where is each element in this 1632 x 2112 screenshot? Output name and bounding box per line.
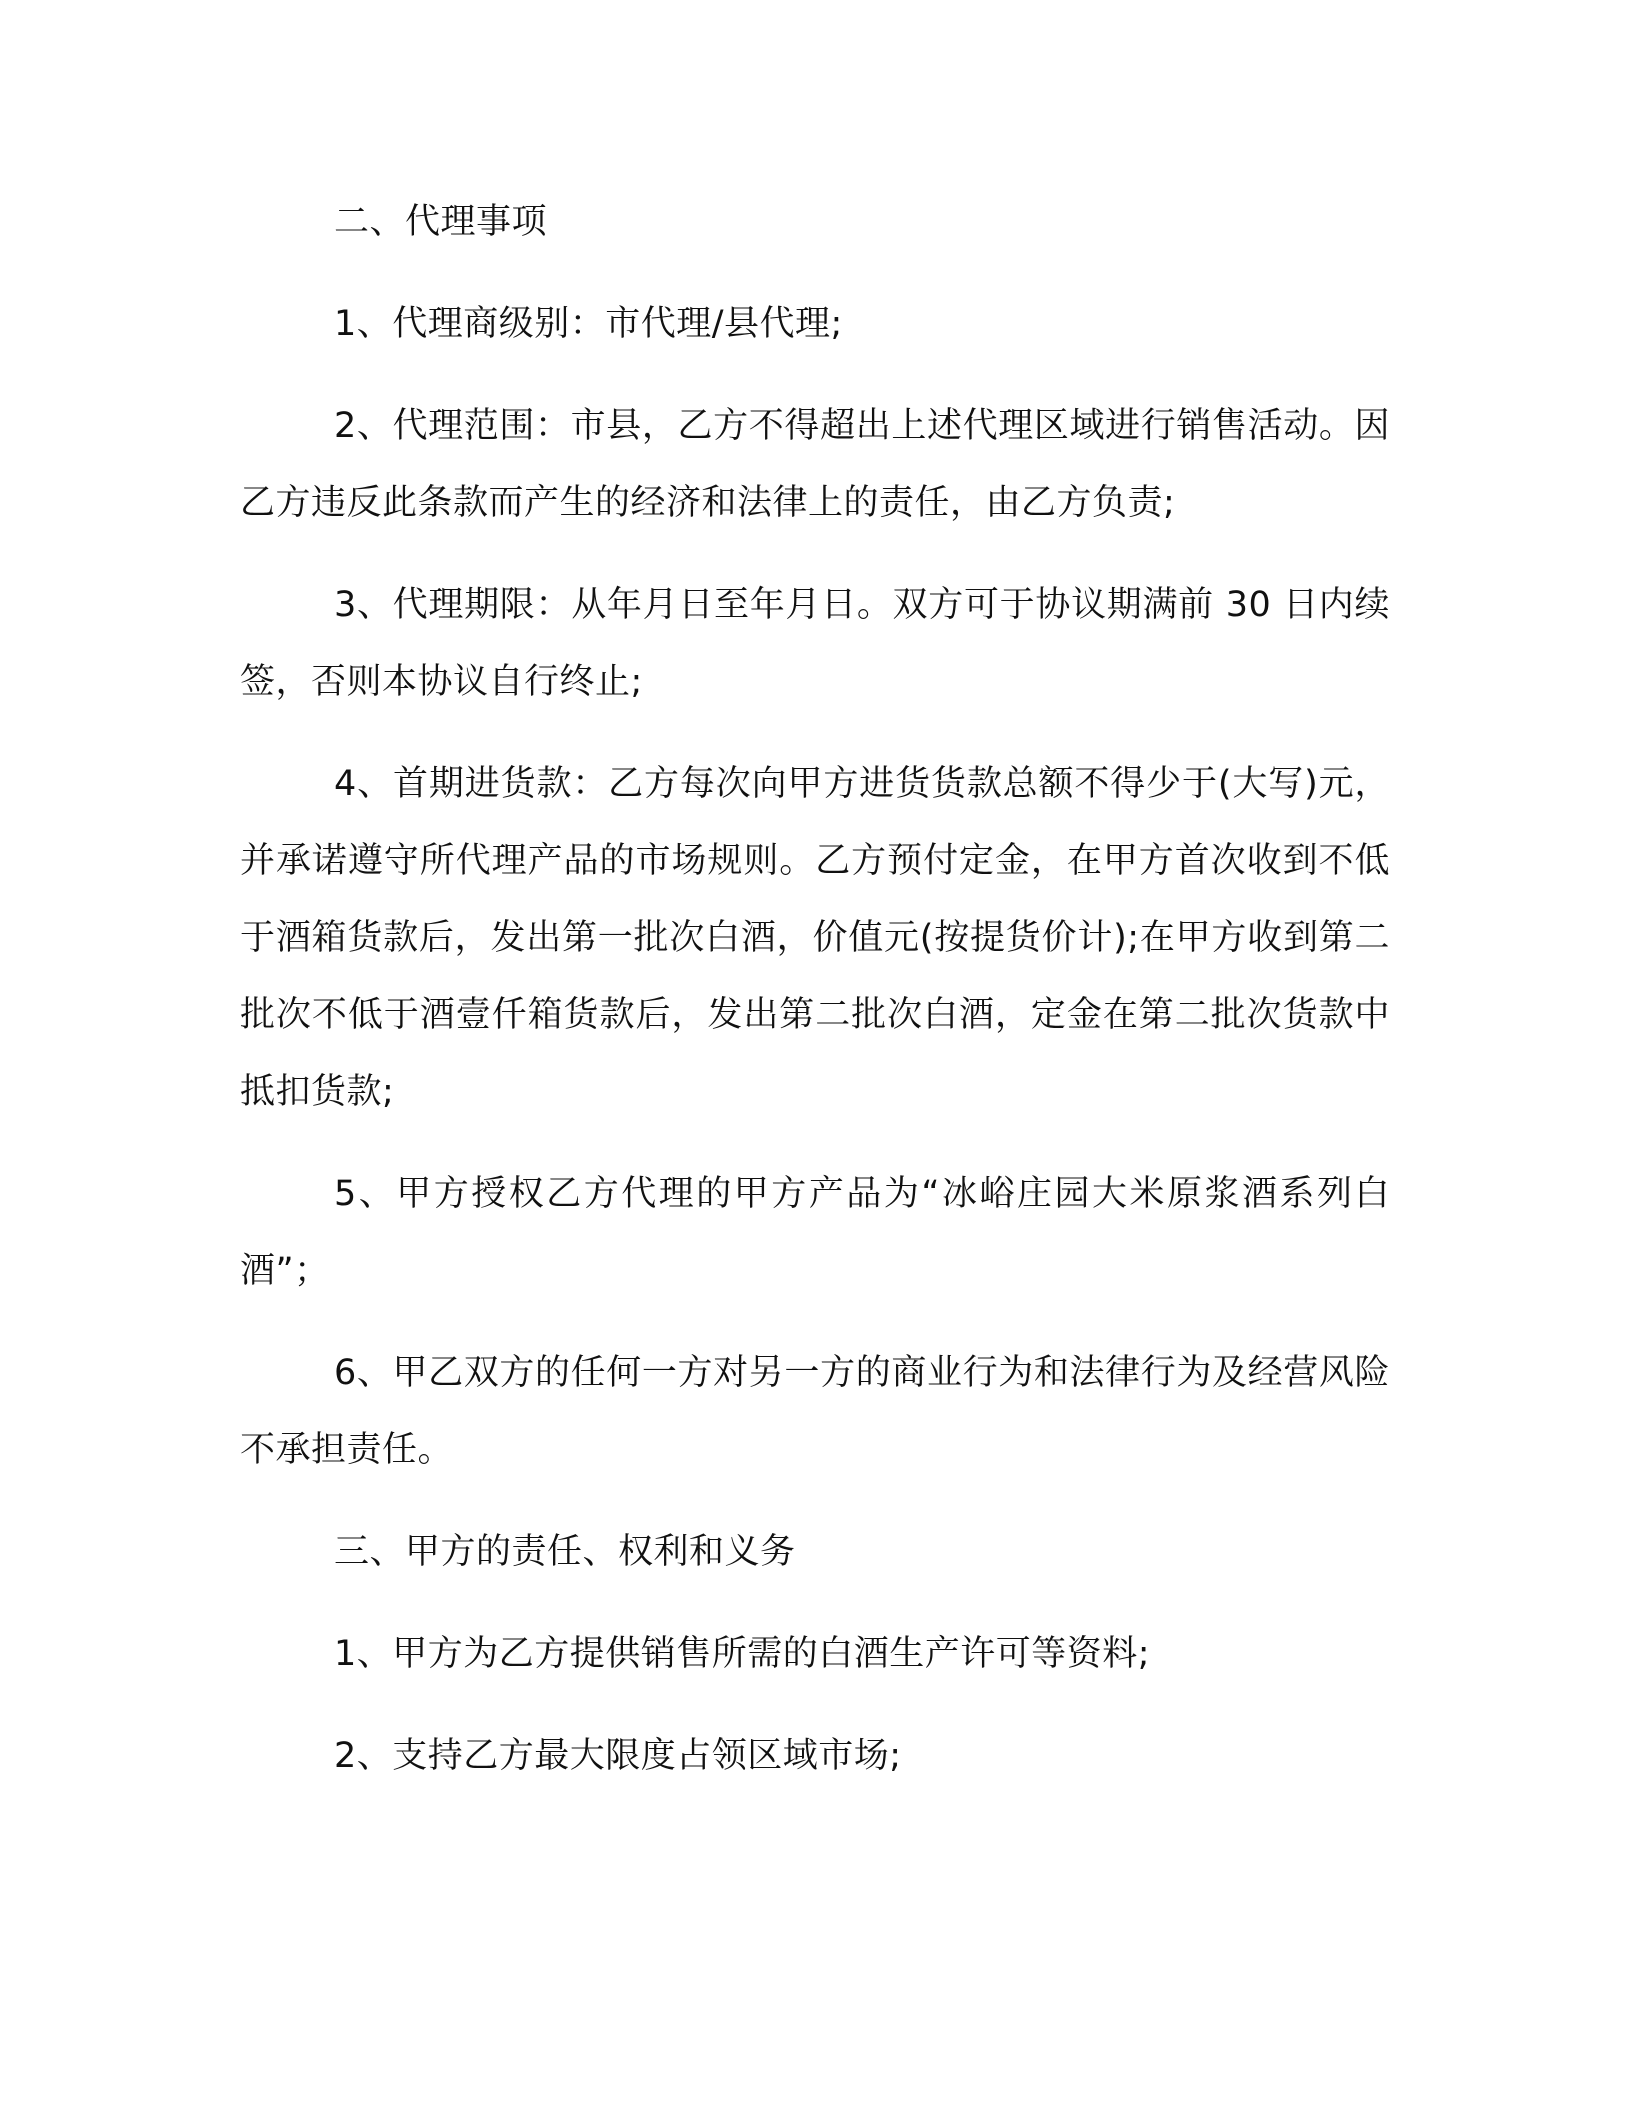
clause-agency-term: 3、代理期限：从年月日至年月日。双方可于协议期满前 30 日内续签，否则本协议自行终止; — [240, 585, 1390, 702]
clause-party-a-market-support: 2、支持乙方最大限度占领区域市场; — [334, 1736, 902, 1776]
clause-authorized-products: 5、甲方授权乙方代理的甲方产品为“冰峪庄园大米原浆酒系列白酒”； — [240, 1174, 1390, 1291]
clause-agency-scope: 2、代理范围：市县，乙方不得超出上述代理区域进行销售活动。因乙方违反此条款而产生的经济和法律上的责任，由乙方负责; — [240, 406, 1390, 523]
clause-initial-payment: 4、首期进货款：乙方每次向甲方进货货款总额不得少于(大写)元，并承诺遵守所代理产品的市场规则。乙方预付定金，在甲方首次收到不低于酒箱货款后，发出第一批次白酒，价值元(按提货价计);在甲方收到第二批次不低于酒壹仟箱货款后，发出第二批次白酒，定金在第二批次货款中抵扣货款; — [240, 764, 1390, 1112]
section-heading-party-a-duties: 三、甲方的责任、权利和义务 — [334, 1532, 796, 1572]
clause-agent-level: 1、代理商级别：市代理/县代理; — [334, 304, 843, 344]
document-body — [240, 184, 1390, 1795]
clause-party-a-materials: 1、甲方为乙方提供销售所需的白酒生产许可等资料; — [334, 1634, 1151, 1674]
section-heading-agency-matters: 二、代理事项 — [334, 202, 548, 242]
clause-liability: 6、甲乙双方的任何一方对另一方的商业行为和法律行为及经营风险不承担责任。 — [240, 1353, 1390, 1470]
